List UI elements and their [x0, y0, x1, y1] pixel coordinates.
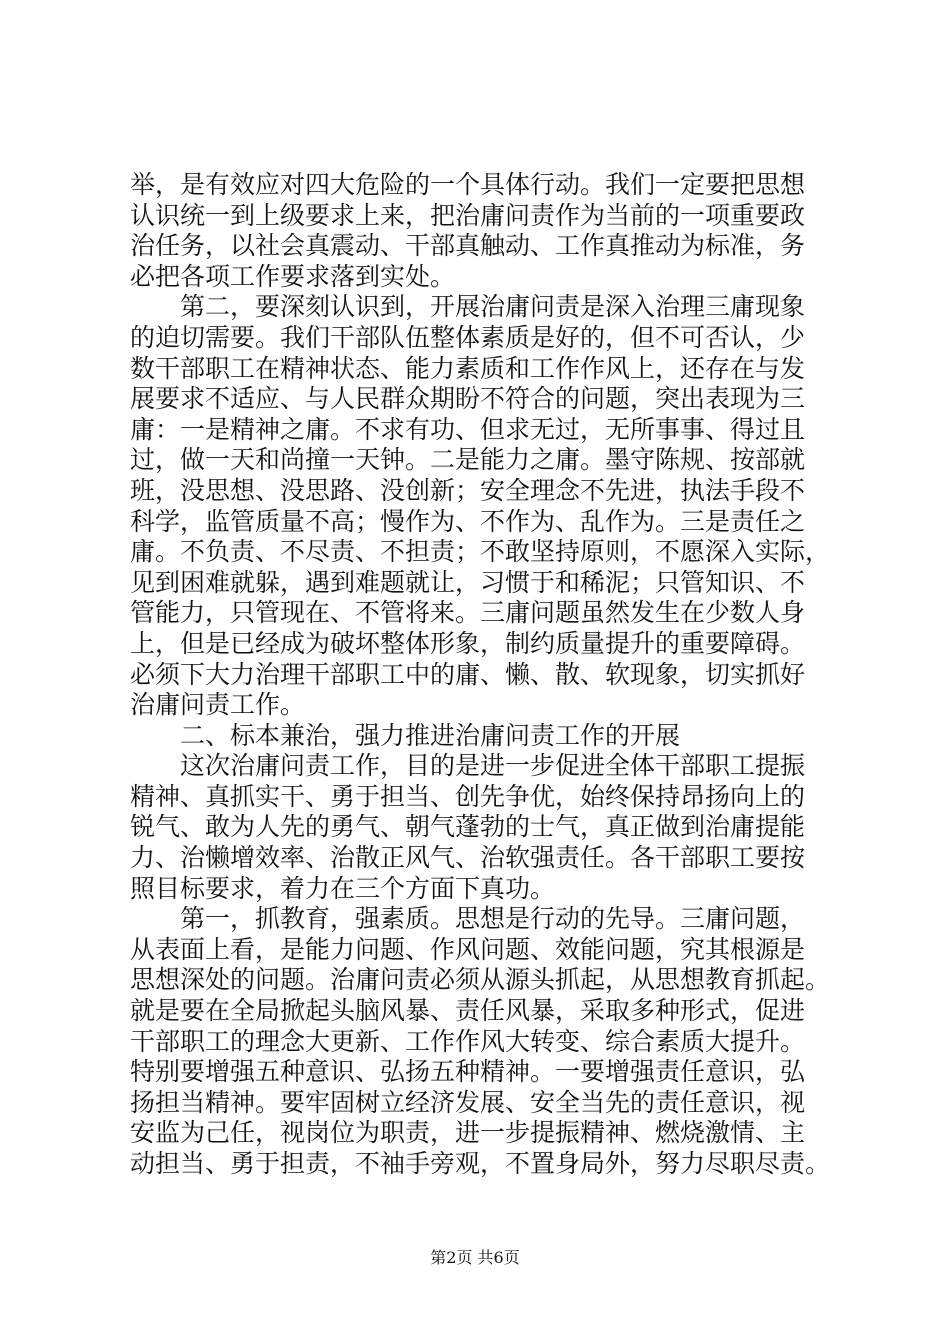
text-line: 庸。不负责、不尽责、不担责；不敢坚持原则，不愿深入实际， — [130, 537, 831, 567]
text-line: 见到困难就躲，遇到难题就让，习惯于和稀泥；只管知识、不 — [130, 567, 806, 597]
text-line: 照目标要求，着力在三个方面下真功。 — [130, 873, 556, 903]
text-line: 举，是有效应对四大危险的一个具体行动。我们一定要把思想 — [130, 170, 806, 199]
text-line: 第一，抓教育，强素质。思想是行动的先导。三庸问题， — [130, 904, 806, 934]
text-line: 从表面上看，是能力问题、作风问题、效能问题，究其根源是 — [130, 934, 806, 964]
text-line: 锐气、敢为人先的勇气、朝气蓬勃的士气，真正做到治庸提能 — [130, 812, 806, 842]
text-line: 必须下大力治理干部职工中的庸、懒、散、软现象，切实抓好 — [130, 659, 806, 689]
text-line: 安监为己任，视岗位为职责，进一步提振精神、燃烧激情、主 — [130, 1118, 806, 1148]
text-line: 力、治懒增效率、治散正风气、治软强责任。各干部职工要按 — [130, 843, 806, 873]
text-line: 思想深处的问题。治庸问责必须从源头抓起，从思想教育抓起。 — [130, 965, 831, 995]
text-line: 班，没思想、没思路、没创新；安全理念不先进，执法手段不 — [130, 475, 806, 505]
document-body — [130, 170, 830, 1180]
text-line: 治庸问责工作。 — [130, 690, 306, 720]
text-line: 扬担当精神。要牢固树立经济发展、安全当先的责任意识，视 — [130, 1087, 806, 1117]
text-line: 精神、真抓实干、勇于担当、创先争优，始终保持昂扬向上的 — [130, 781, 806, 811]
text-line: 过，做一天和尚撞一天钟。二是能力之庸。墨守陈规、按部就 — [130, 445, 806, 475]
text-line: 庸：一是精神之庸。不求有功、但求无过，无所事事、得过且 — [130, 414, 806, 444]
text-line: 必把各项工作要求落到实处。 — [130, 261, 456, 291]
text-line: 就是要在全局掀起头脑风暴、责任风暴，采取多种形式，促进 — [130, 996, 806, 1026]
text-line: 的迫切需要。我们干部队伍整体素质是好的，但不可否认，少 — [130, 322, 806, 352]
text-line: 干部职工的理念大更新、工作作风大转变、综合素质大提升。 — [130, 1026, 806, 1056]
text-line: 这次治庸问责工作，目的是进一步促进全体干部职工提振 — [130, 751, 806, 781]
text-line: 上，但是已经成为破坏整体形象，制约质量提升的重要障碍。 — [130, 628, 806, 658]
text-line: 管能力，只管现在、不管将来。三庸问题虽然发生在少数人身 — [130, 598, 806, 628]
text-line: 数干部职工在精神状态、能力素质和工作作风上，还存在与发 — [130, 353, 806, 383]
text-line: 治任务，以社会真震动、干部真触动、工作真推动为标准，务 — [130, 231, 806, 261]
page-footer: 第2页 共6页 — [430, 1248, 520, 1267]
text-line: 特别要增强五种意识、弘扬五种精神。一要增强责任意识，弘 — [130, 1057, 806, 1087]
text-line: 展要求不适应、与人民群众期盼不符合的问题，突出表现为三 — [130, 384, 806, 414]
text-line: 认识统一到上级要求上来，把治庸问责作为当前的一项重要政 — [130, 200, 806, 230]
text-line: 科学，监管质量不高；慢作为、不作为、乱作为。三是责任之 — [130, 506, 806, 536]
text-line: 动担当、勇于担责，不袖手旁观，不置身局外，努力尽职尽责。 — [130, 1149, 831, 1178]
section-heading: 二、标本兼治，强力推进治庸问责工作的开展 — [130, 720, 681, 750]
text-line: 第二，要深刻认识到，开展治庸问责是深入治理三庸现象 — [130, 292, 806, 322]
